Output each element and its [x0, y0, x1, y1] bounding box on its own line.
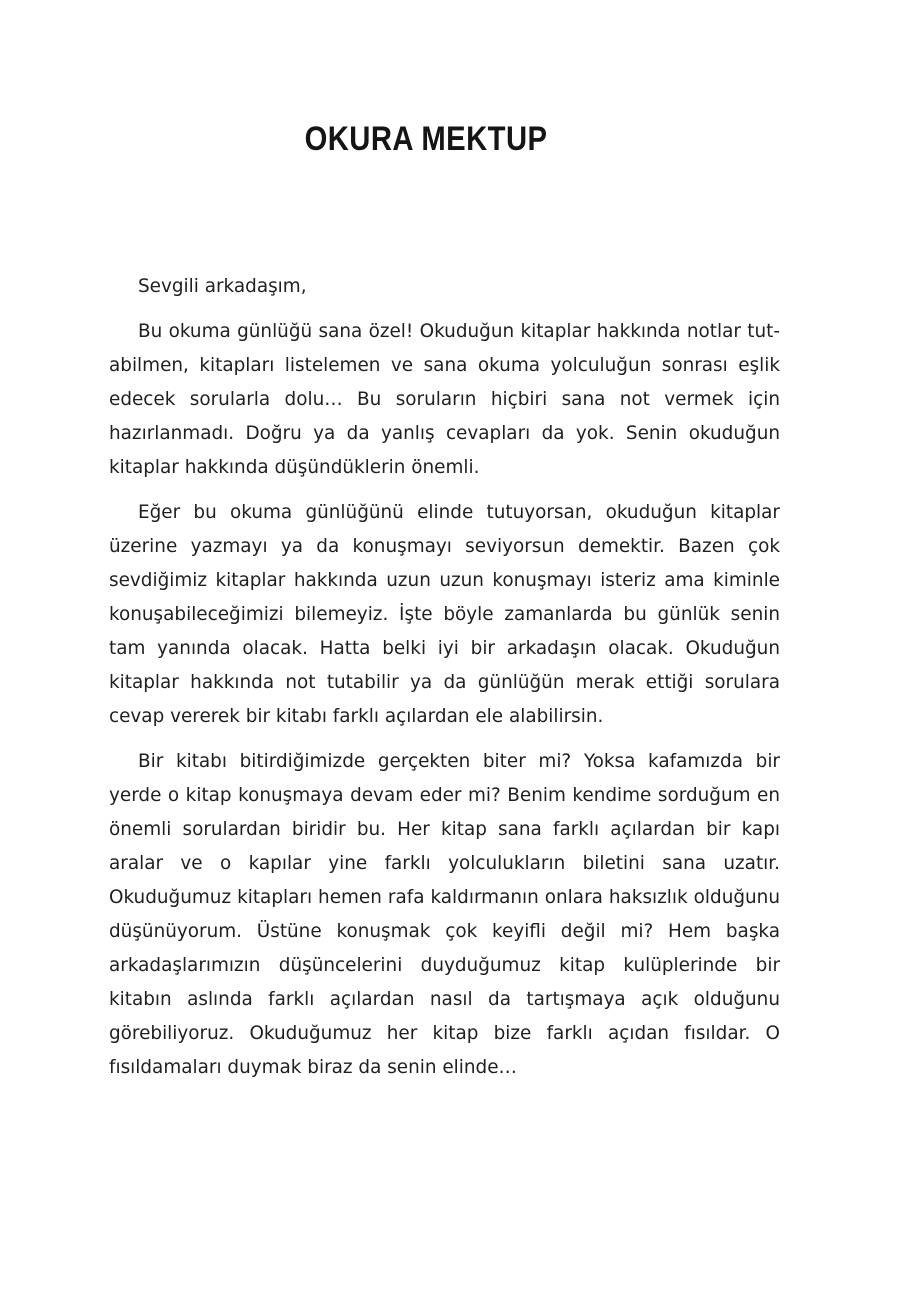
letter-paragraph-3: Bir kitabı bitirdiğimizde gerçekten biter mi? Yoksa kafamızda bir yerde o kitap konuşmaya devam eder mi? Benim kendime sorduğum en önemli sorulardan biridir bu. Her kitap sana farklı açılardan bir kapı aralar ve o kapılar yine farklı yolculukların biletini sana uzatır. Okuduğumuz kitapları hemen rafa kaldırmanın onlara haksızlık olduğunu düşünüyorum. Üstüne konuşmak çok keyifli değil mi? Hem başka arkadaşlarımızın düşüncelerini duyduğumuz kitap kulüplerinde bir kitabın aslında farklı açılardan nasıl da tartışmaya açık olduğunu görebiliyoruz. Okuduğumuz her kitap bize farklı açıdan fısıldar. O fısıldamaları duymak biraz da senin elinde…: [109, 751, 780, 1078]
page-title: OKURA MEKTUP: [304, 120, 548, 158]
letter-paragraph-1: Bu okuma günlüğü sana özel! Okuduğun kitaplar hakkında notlar tutabilmen, kitapları listelemen ve sana okuma yolculuğun sonrası eşlik edecek sorularla dolu… Bu soruların hiçbiri sana not vermek için hazırlanmadı. Doğru ya da yanlış cevapları da yok. Senin okuduğun kitaplar hakkında düşündüklerin önemli.: [109, 321, 780, 478]
letter-body: [109, 270, 780, 1096]
letter-greeting: Sevgili arkadaşım,: [138, 276, 307, 297]
letter-paragraph-2: Eğer bu okuma günlüğünü elinde tutuyorsan, okuduğun kitaplar üzerine yazmayı ya da konuşmayı seviyorsun demektir. Bazen çok sevdiğimiz kitaplar hakkında uzun uzun konuşmayı isteriz ama kiminle konuşabileceğimizi bilemeyiz. İşte böyle zamanlarda bu günlük senin tam yanında olacak. Hatta belki iyi bir arkadaşın olacak. Okuduğun kitaplar hakkında not tutabilir ya da günlüğün merak ettiği sorulara cevap vererek bir kitabı farklı açılardan ele alabilirsin.: [109, 502, 780, 727]
